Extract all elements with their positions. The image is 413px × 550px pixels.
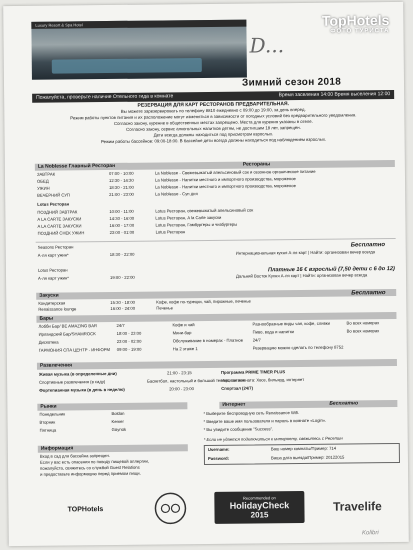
bar-location: Во всех номерах [346,328,380,334]
meal-place: Lotus Ресторан, свежевыжатый апельсиновый сок [155,207,254,214]
info-line: Если у вас есть опасения по поводу пищевой аллергии, [39,458,149,465]
section-title: Информация [40,445,74,452]
section-title: La Noblesse Главный Ресторан [37,162,116,170]
meal-time: 14:30 - 16:00 [109,215,135,222]
list-item [39,384,395,394]
meal-name: A LA CARTE ЗАКУСКИ [37,223,82,229]
tophotels-label: TOPHotels [67,505,104,513]
hotel-logo-script: D... [249,33,285,58]
hotel-info-sheet [3,2,409,546]
section-title: Развлечения [39,362,73,369]
photo-caption: Luxury Resort & Spa Hotel [31,20,246,29]
travelife-label: Travelife [333,499,382,514]
bar-row [39,344,395,354]
meal-place: La Noblesse - Напитки местного и импортного производства, мороженое [154,176,296,183]
tv-line: Игровая комната: Хвоз, бильярд, интернет [221,376,305,383]
signature: Kolibri [362,530,379,537]
meal-name: A LA CARTE ЗАКУСКИ [37,216,82,222]
section-info [38,444,188,453]
info-line: и предоставьте информацию перед приемом пищи. [40,470,141,477]
meal-name: ВЕЧЕРНИЙ СУП [37,192,70,198]
item-time: 18:30 - 22:00 [109,251,135,258]
meal-time: 21:00 - 23:00 [109,191,134,198]
tv-line: Программа PRIME TIMER PLUS [221,369,286,375]
meal-name: ПОЗДНИЙ ЗАВТРАК [37,209,78,215]
bar-name: ГАРМОНИЯ СПА ЦЕНТР - ИНФОРМ [38,347,110,353]
section-title: Бары [39,315,54,322]
item-time: Баскетбол, настольный и большой теннис, петанк [147,377,245,384]
meal-name: Lotus Ресторан [37,201,70,207]
holidaycheck-main: HolidayCheck [229,500,290,511]
holidaycheck-year: 2015 [250,510,269,520]
bar-service-detail: 24/7 [252,337,261,343]
market-day: Понедельник [39,411,66,417]
intro-line: Вы можете зарезервировать по телефону 8810 ежедневно с 09:00 до 19:00, за день вперед. [120,106,306,114]
bar-service: Обслуживание в номерах - Платное [172,337,244,344]
meal-name: ОБЕД [36,178,49,184]
travelife-logo [322,490,392,523]
tripadvisor-logo [150,492,190,524]
item-name: Живая музыка (в определенные дни) [39,370,117,377]
bar-time: 24/7 [116,322,125,328]
bar-service: На 2 этаже 1 [172,346,198,352]
login-box [204,443,400,465]
item-note: Кофе, кофе по-турецки, чай, пирожные, печенье [156,298,251,305]
password-value: Ваша дата выезда/Пример: 20122015 [270,454,345,461]
list-item [40,418,190,426]
hotel-photo [31,20,247,80]
meal-place: Lotus Ресторан, Гамбургеры и чизбургеры [155,221,238,228]
tophotels-logo [60,493,110,526]
internet-note: * Если не удается подключиться к интернету, свяжитесь с Ресепшн [203,435,343,443]
market-place: Boldan [111,410,125,416]
bar-time: 23:00 - 02:00 [116,338,142,344]
free-label: Бесплатно [350,242,386,249]
internet-note: * Введите ваше имя пользователя и пароль в комнате «Login». [203,417,327,425]
notice-left: Пожалуйста, проверьте наличие Отельного гида в комнате [36,93,174,101]
meal-place: La Noblesse - Напитки местного и импортного производства, мороженое [155,183,296,190]
bar-service-detail: Резервацию можно сделать по телефону 8752 [252,344,344,351]
meal-place: La Noblesse - Свежевыжатый апельсиновый сок и сезонное органическое питание [154,168,316,176]
intro-line: Режим работы бассейнов: 09:00-18:00. В бассейне дети всегда должны находиться под наблюдением взрослых. [100,136,327,145]
item-note: Дальний Восток Кухня A-ля карт | Найти: организован вечер всегда [235,272,368,279]
item-time: 16:00 - 24:00 [110,305,136,312]
holidaycheck-logo [214,491,304,524]
list-item [38,272,394,282]
market-day: Вторник [39,419,56,425]
watermark [322,12,390,35]
notice-right: Время заселения 14:00 Время выселения 12:00 [278,91,391,99]
meal-name: ПОЗДНИЙ СНЕК УЖИН [37,230,85,236]
bar-name: Лобби Бар/ BE AMAZING BAR [38,323,98,329]
meal-time: 10:00 - 11:00 [109,208,134,215]
intro-text [34,100,392,146]
bar-service: Кофе и чай [172,322,195,328]
tripadvisor-badge-icon [153,491,187,525]
bar-name: Ирландский Бар/SHAMROCK [38,331,96,337]
free-label: Бесплатно [351,290,386,297]
list-item [39,410,189,418]
section-title: Рынки [40,403,57,410]
item-time: 15:30 - 18:00 [110,299,136,306]
bar-time: 09:00 - 19:00 [116,346,142,352]
meal-name: УЖИН [37,185,50,191]
paid-label: Платные 16 € взрослый (7,50 дети с 6 до 12) [267,266,395,274]
intro-line: Режим работы пунктов питания и их расположение могут изменяться в зависимости от погодных условий без предварительного уведомления. [70,112,357,121]
password-label: Password: [207,455,230,461]
info-line: Вход в сад для бассейна запрещен. [39,453,110,459]
internet-note: * Выберите беспроводную сеть Renaissance Wifi. [203,410,300,417]
item-name: Спортивные развлечения (в саду) [39,379,106,385]
item-time: 21:00 - 23:15 [167,370,192,376]
meal-time: 23:00 - 01:00 [109,229,135,236]
pool-image [52,58,202,74]
list-item [38,249,394,259]
internet-free-label: Бесплатно [329,400,359,407]
internet-note: * Вы увидите сообщение "Success". [203,426,274,433]
list-item [40,426,190,434]
meal-place: Lotus Ресторан, A la Carte закуски [155,214,222,221]
header [31,12,394,102]
section-internet [219,400,397,409]
footer-logos [38,490,398,536]
bar-name: Дискотека [38,339,59,345]
section-title: Интернет [222,401,246,408]
item-name: Seasons Ресторан [37,244,74,250]
username-value: Ваш номер комнаты/Пример: 714 [270,445,337,452]
bar-service: Мини-бар [172,330,192,336]
intro-line: Согласно закону, курение в общественных местах запрещено. Места для курения указаны в отеле. [113,118,313,126]
item-time: 20:00 - 23:00 [169,386,194,392]
item-name: A-ля карт ужин* [38,275,69,281]
meal-time: 12:30 - 14:30 [108,177,134,184]
watermark-main: TopHotels [321,12,390,29]
holidaycheck-top: Recommended on [242,495,276,501]
bar-time: 18:00 - 23:00 [116,330,142,336]
bar-service-detail: Пиво, вода и напитки [252,329,295,335]
meal-time: 18:30 - 21:00 [109,184,134,191]
meal-time: 07:00 - 10:00 [108,170,134,177]
item-name: Кондитерская [38,300,66,306]
meal-place: La Noblesse - Суп дня [155,191,198,197]
bar-service-detail: Разнообразные виды чая, кофе, сливки [252,320,330,327]
info-line: пожалуйста, свяжитесь со службой Guest Relations [39,464,140,471]
meal-place: Lotus Ресторан [155,229,186,235]
market-place: Kemer [111,418,124,424]
item-note: Печенье [156,305,173,311]
bar-location: Во всех номерах [346,320,380,326]
section-title: Закуски [39,292,59,299]
meal-time: 16:00 - 17:00 [109,222,135,229]
intro-title: РЕЗЕРВАЦИЯ ДЛЯ КАРТ РЕСТОРАНОВ ПРЕДВАРИТЕЛЬНАЯ. [137,101,290,109]
tv-line: Спортзал (24/7) [221,385,254,391]
item-note: Интернациональная кухня A-ля карт | Найти: организован вечер всегда [235,249,376,256]
item-name: A-ля карт ужин* [37,252,69,258]
section-title: Рестораны [242,161,271,168]
meal-name: ЗАВТРАК [36,171,56,177]
watermark-sub: ФОТО ТУРИСТА [330,28,390,35]
item-name: Фортепианная музыка (в день в неделю) [39,386,125,393]
username-label: Username: [207,446,230,452]
intro-line: Согласно закону, сервис алкогольных напитков детям, не достигшим 18 лет, запрещен. [126,124,301,132]
item-time: 19:00 - 22:00 [110,274,135,281]
item-name: Lotus Ресторан [37,267,68,273]
item-name: Renaissance lounge [38,306,77,312]
market-place: Göynük [111,426,127,432]
season-title: Зимний сезон 2018 [241,76,342,89]
market-day: Пятница [39,427,57,433]
intro-line: Дети всегда должны находиться под присмотром взрослых. [153,131,274,138]
